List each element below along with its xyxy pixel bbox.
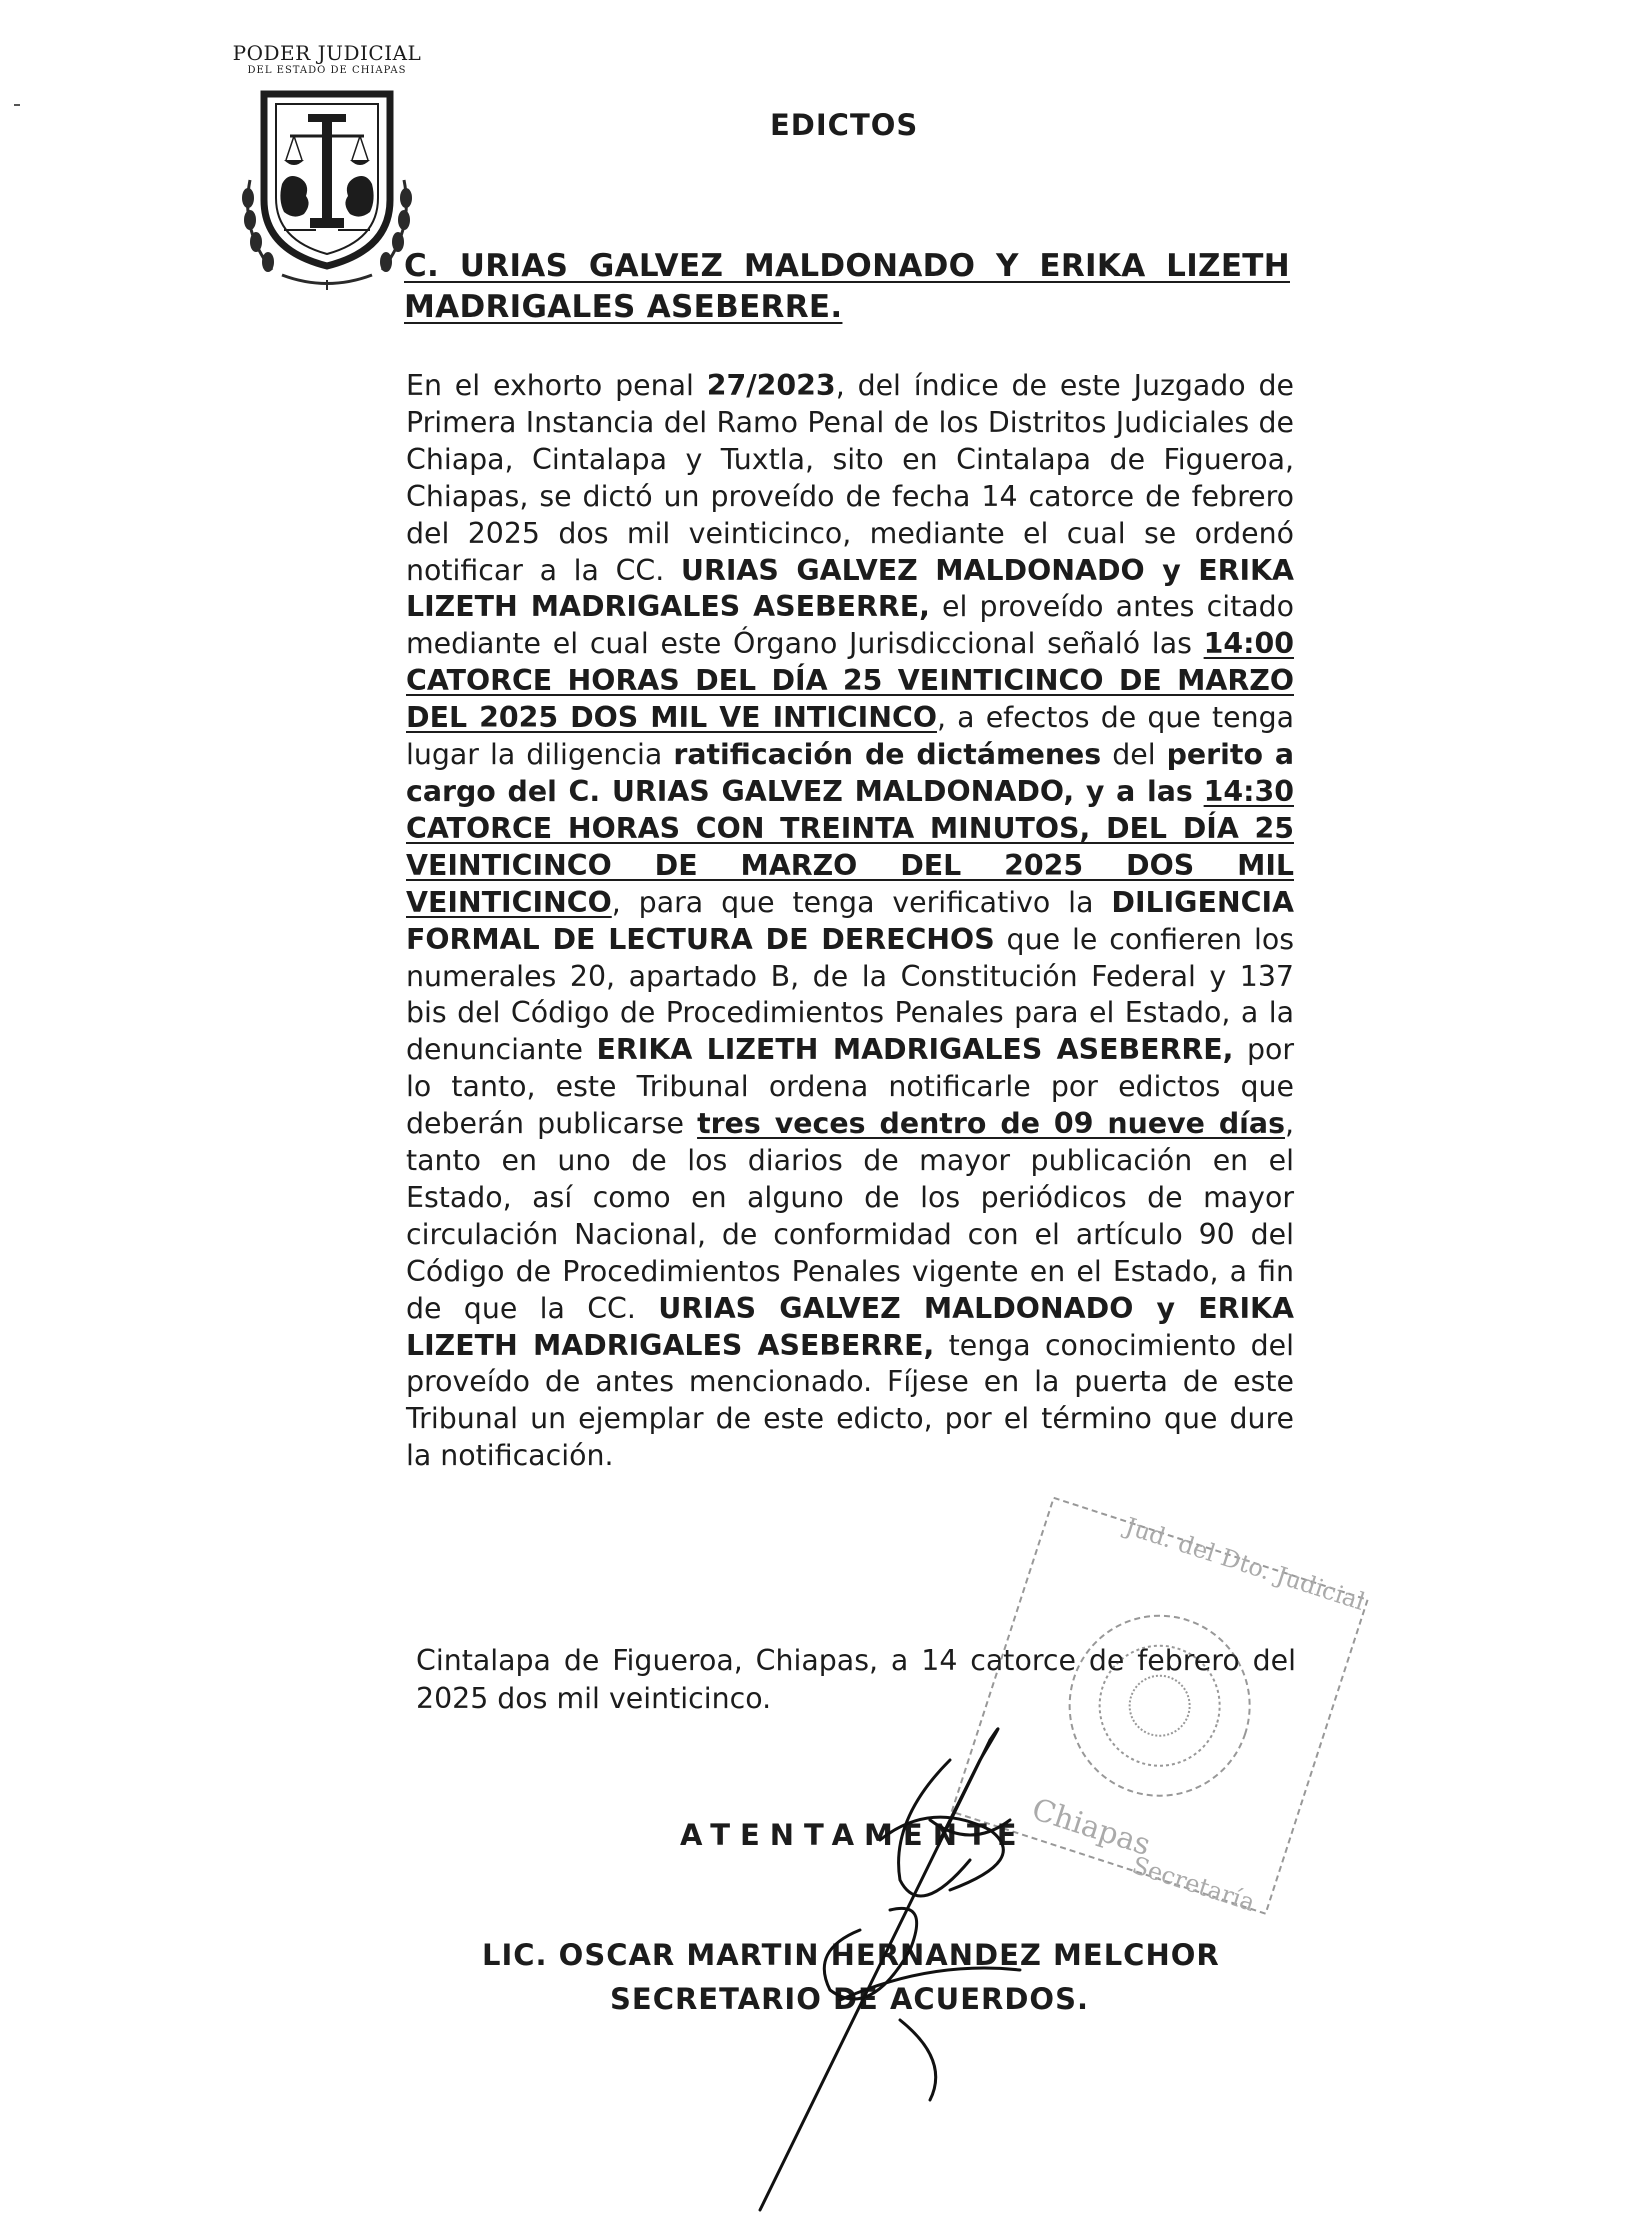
- diligence-rights-reading: DILIGENCIA FORMAL DE LECTURA DE DERECHOS: [406, 885, 1294, 956]
- expert-reference: perito a cargo del C. URIAS GALVEZ MALDONADO, y a las: [406, 738, 1294, 808]
- judicial-logo: [232, 42, 422, 290]
- complainant-name: ERIKA LIZETH MADRIGALES ASEBERRE,: [596, 1033, 1234, 1067]
- publication-period: tres veces dentro de 09 nueve días: [697, 1107, 1285, 1141]
- document-title: EDICTOS: [770, 108, 919, 142]
- notified-names-2: URIAS GALVEZ MALDONADO y ERIKA LIZETH MADRIGALES ASEBERRE,: [406, 1291, 1294, 1362]
- addressee: [404, 246, 1290, 328]
- addressee-line-2: MADRIGALES ASEBERRE.: [404, 289, 843, 325]
- place-and-date: Cintalapa de Figueroa, Chiapas, a 14 catorce de febrero del 2025 dos mil veinticinco.: [416, 1644, 1296, 1715]
- stamp-text-secretaria: Secretaría: [1128, 1851, 1259, 1917]
- stamp-text-bottom: Chiapas: [1027, 1791, 1155, 1864]
- coat-of-arms-icon: [232, 80, 422, 290]
- hearing-datetime-1: 14:00 CATORCE HORAS DEL DÍA 25 VEINTICINCO DE MARZO DEL 2025 DOS MIL VE INTICINCO: [406, 627, 1294, 735]
- case-number: 27/2023: [706, 369, 836, 402]
- edict-body: En el exhorto penal 27/2023, del índice de este Juzgado de Primera Instancia del Ramo Penal de los Distritos Judiciales de Chiapa, Cintalapa y Tuxtla, sito en Cintalapa de Figueroa, Chiapas, se dictó un proveído de fecha 14 catorce de febrero del 2025 dos mil veinticinco, mediante el cual se ordenó notificar a la CC. URIAS GALVEZ MALDONADO y ERIKA LIZETH MADRIGALES ASEBERRE, el proveído antes citado mediante el cual este Órgano Jurisdiccional señaló las 14:00 CATORCE HORAS DEL DÍA 25 VEINTICINCO DE MARZO DEL 2025 DOS MIL VE INTICINCO, a efectos de que tenga lugar la diligencia ratificación de dictámenes del perito a cargo del C. URIAS GALVEZ MALDONADO, y a las 14:30 CATORCE HORAS CON TREINTA MINUTOS, DEL DÍA 25 VEINTICINCO DE MARZO DEL 2025 DOS MIL VEINTICINCO, para que tenga verificativo la DILIGENCIA FORMAL DE LECTURA DE DERECHOS que le confieren los numerales 20, apartado B, de la Constitución Federal y 137 bis del Código de Procedimientos Penales para el Estado, a la denunciante ERIKA LIZETH MADRIGALES ASEBERRE, por lo tanto, este Tribunal ordena notificarle por edictos que deberán publicarse tres veces dentro de 09 nueve días, tanto en uno de los diarios de mayor publicación en el Estado, así como en alguno de los periódicos de mayor circulación Nacional, de conformidad con el artículo 90 del Código de Procedimientos Penales vigente en el Estado, a fin de que la CC. URIAS GALVEZ MALDONADO y ERIKA LIZETH MADRIGALES ASEBERRE, tenga conocimiento del proveído de antes mencionado. Fíjese en la puerta de este Tribunal un ejemplar de este edicto, por el término que dure la notificación.: [406, 369, 1295, 1473]
- notified-names: URIAS GALVEZ MALDONADO y ERIKA LIZETH MADRIGALES ASEBERRE,: [406, 553, 1294, 624]
- hearing-datetime-2: 14:30 CATORCE HORAS CON TREINTA MINUTOS, DEL DÍA 25 VEINTICINCO DE MARZO DEL 2025 DOS MIL VEINTICINCO: [406, 774, 1294, 919]
- stamp-text-top: Jud. del Dto. Judicial: [1121, 1512, 1369, 1616]
- logo-title: PODER JUDICIAL: [232, 41, 422, 65]
- scan-mark: [14, 104, 20, 106]
- closing-salutation: ATENTAMENTE: [680, 1818, 1027, 1852]
- signer-name: LIC. OSCAR MARTIN HERNANDEZ MELCHOR: [482, 1938, 1220, 1972]
- addressee-line-1: C. URIAS GALVEZ MALDONADO Y ERIKA LIZETH: [404, 248, 1290, 284]
- diligence-ratification: ratificación de dictámenes: [673, 738, 1102, 772]
- logo-subtitle: DEL ESTADO DE CHIAPAS: [247, 65, 407, 76]
- handwritten-signature: [690, 1700, 1130, 2220]
- signer-title: SECRETARIO DE ACUERDOS.: [610, 1982, 1089, 2016]
